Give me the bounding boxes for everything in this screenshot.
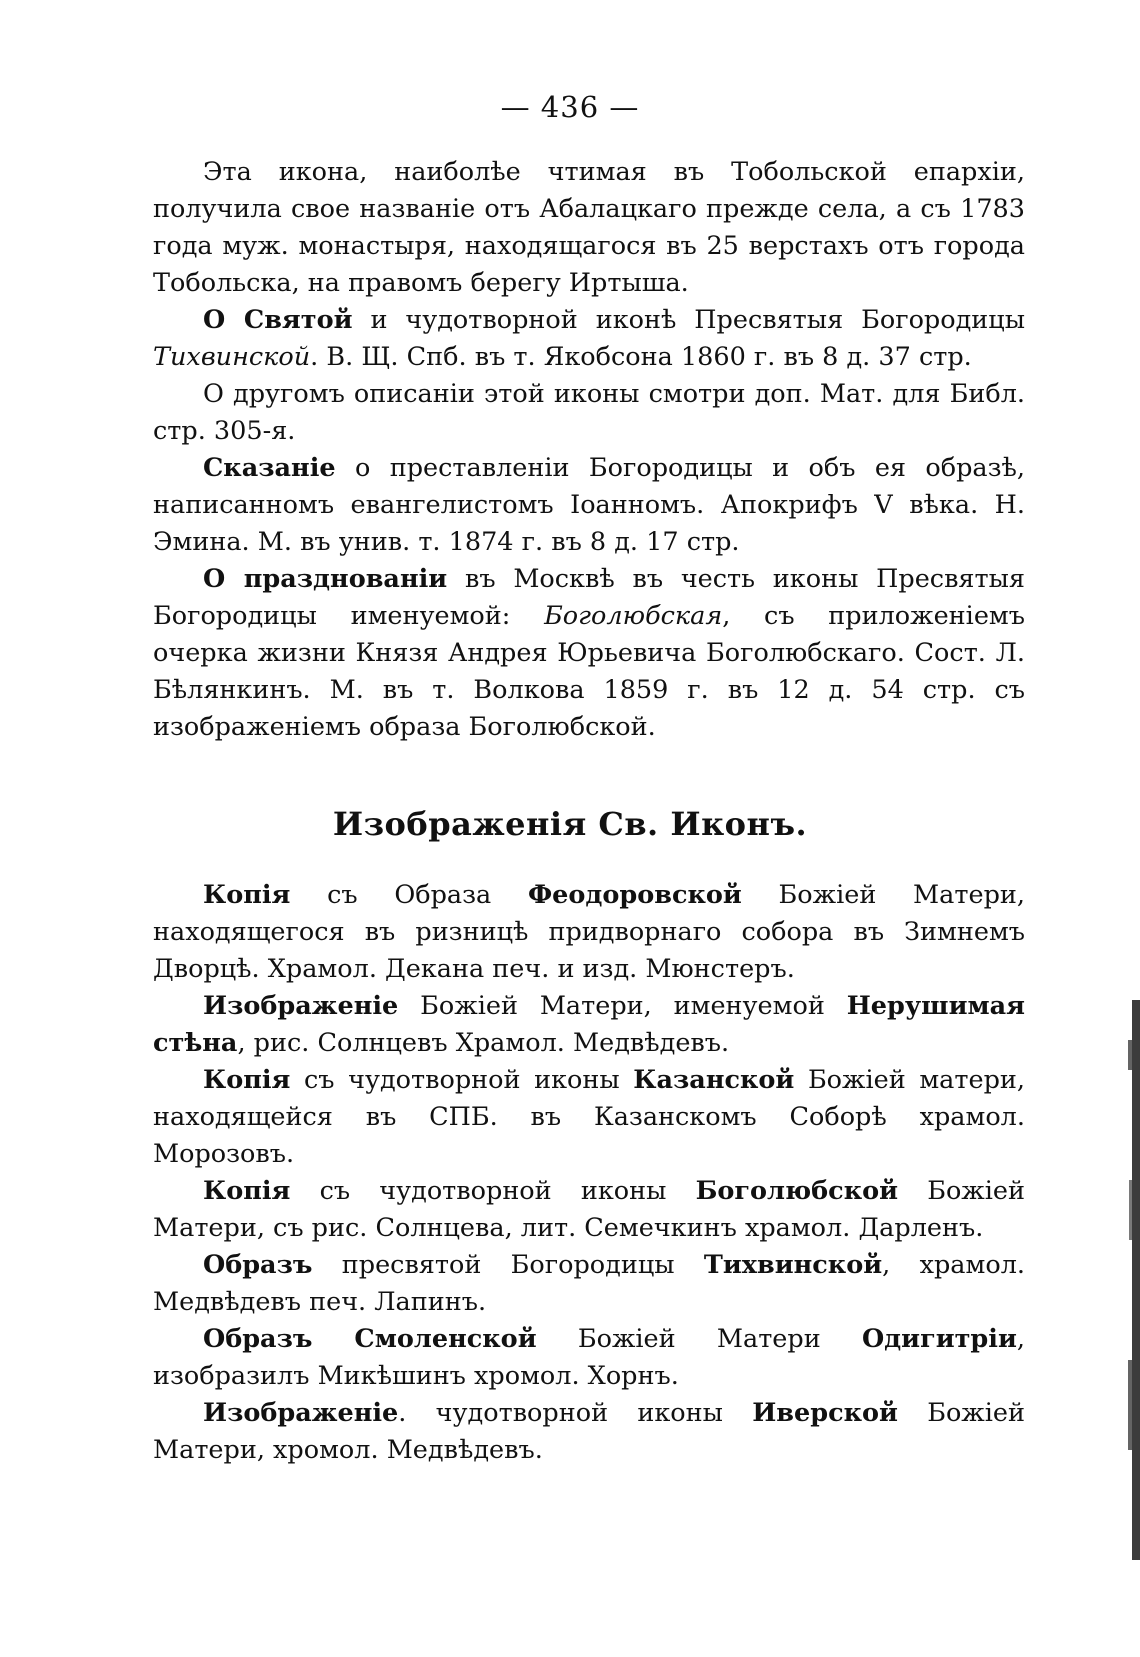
entry-text: съ чудотворной иконы — [290, 1065, 634, 1095]
entry-keyword: Феодоровской — [527, 880, 742, 910]
entry-keyword: Нерушимая стѣна — [153, 991, 1025, 1058]
entry-italic-title: Тихвинской — [153, 342, 311, 372]
entry-text: и чудотворной иконѣ Пресвятыя Богородицы — [352, 305, 1025, 335]
scan-edge-shadow — [1128, 1000, 1140, 1560]
bibliography-entry — [153, 988, 1025, 1062]
bibliography-entry — [153, 1395, 1025, 1469]
entry-keyword: Образъ — [203, 1250, 313, 1280]
entry-keyword: Иверской — [752, 1398, 898, 1428]
entry-keyword: Сказаніе — [203, 453, 336, 483]
bibliography-entry — [153, 450, 1025, 561]
entry-text: Божіей Матери, хромол. Медвѣдевъ. — [153, 1398, 1025, 1465]
bibliography-entry — [153, 1062, 1025, 1173]
bibliography-entry — [153, 154, 1025, 302]
entry-text: . чудотворной иконы — [398, 1398, 753, 1428]
entry-text: съ чудотворной иконы — [290, 1176, 696, 1206]
bibliography-list-icons — [153, 877, 1025, 1469]
entry-text: О другомъ описаніи этой иконы смотри доп. Мат. для Библ. стр. 305-я. — [153, 379, 1025, 446]
bibliography-entry — [153, 1321, 1025, 1395]
entry-keyword: О празднованіи — [203, 564, 448, 594]
entry-italic-title: Боголюбская — [544, 601, 723, 631]
bibliography-entry — [153, 1247, 1025, 1321]
entry-keyword: Копія — [203, 880, 291, 910]
bibliography-entry — [153, 376, 1025, 450]
entry-keyword: Боголюбской — [695, 1176, 899, 1206]
section-heading: Изображенія Св. Иконъ. — [332, 805, 808, 843]
entry-keyword: Копія — [203, 1176, 291, 1206]
bibliography-entry — [153, 561, 1025, 746]
entry-text: Божіей Матери — [536, 1324, 862, 1354]
entry-keyword: Казанской — [633, 1065, 795, 1095]
entry-text: , съ приложеніемъ очерка жизни Князя Андрея Юрьевича Боголюбскаго. Сост. Л. Бѣлянкинъ. М. въ т. Волкова 1859 г. въ 12 д. 54 стр. съ изображеніемъ образа Боголюбской. — [153, 601, 1025, 742]
entry-text: , изобразилъ Микѣшинъ хромол. Хорнъ. — [153, 1324, 1025, 1391]
entry-keyword: Тихвинской — [703, 1250, 883, 1280]
entry-text: въ Москвѣ въ честь иконы Пресвятыя Богородицы именуемой: — [153, 564, 1026, 631]
entry-text: пресвятой Богородицы — [312, 1250, 704, 1280]
entry-text: о преставленіи Богородицы и объ ея образѣ, написанномъ евангелистомъ Іоанномъ. Апокрифъ V вѣка. Н. Эмина. М. въ унив. т. 1874 г. въ 8 д. 17 стр. — [153, 453, 1025, 557]
entry-text: , храмол. Медвѣдевъ печ. Лапинъ. — [153, 1250, 1025, 1317]
bibliography-entry — [153, 877, 1025, 988]
entry-keyword: Одигитріи — [861, 1324, 1017, 1354]
entry-text: Божіей Матери, съ рис. Солнцева, лит. Семечкинъ храмол. Дарленъ. — [153, 1176, 1025, 1243]
entry-text: , рис. Солнцевъ Храмол. Медвѣдевъ. — [237, 1028, 730, 1058]
bibliography-entry — [153, 302, 1025, 376]
entry-keyword: Изображеніе — [203, 1398, 399, 1428]
entry-text: Божіей матери, находящейся въ СПБ. въ Казанскомъ Соборѣ храмол. Морозовъ. — [153, 1065, 1025, 1169]
entry-keyword: Образъ Смоленской — [203, 1324, 537, 1354]
page-number: — 436 — — [500, 90, 640, 124]
entry-keyword: О Святой — [203, 305, 353, 335]
entry-text: Божіей Матери, именуемой — [398, 991, 847, 1021]
entry-keyword: Копія — [203, 1065, 291, 1095]
entry-text: Эта икона, наиболѣе чтимая въ Тобольской епархіи, получила свое названіе отъ Абалацкаго прежде села, а съ 1783 года муж. монастыря, находящагося въ 25 верстахъ отъ города Тобольска, на правомъ берегу Иртыша. — [153, 157, 1025, 298]
bibliography-entry — [153, 1173, 1025, 1247]
entry-text: . В. Щ. Спб. въ т. Якобсона 1860 г. въ 8 д. 37 стр. — [310, 342, 972, 372]
bibliography-list-top — [153, 154, 1025, 746]
entry-text: съ Образа — [290, 880, 528, 910]
entry-text: Божіей Матери, находящегося въ ризницѣ придворнаго собора въ Зимнемъ Дворцѣ. Храмол. Декана печ. и изд. Мюнстеръ. — [153, 880, 1025, 984]
entry-keyword: Изображеніе — [203, 991, 399, 1021]
